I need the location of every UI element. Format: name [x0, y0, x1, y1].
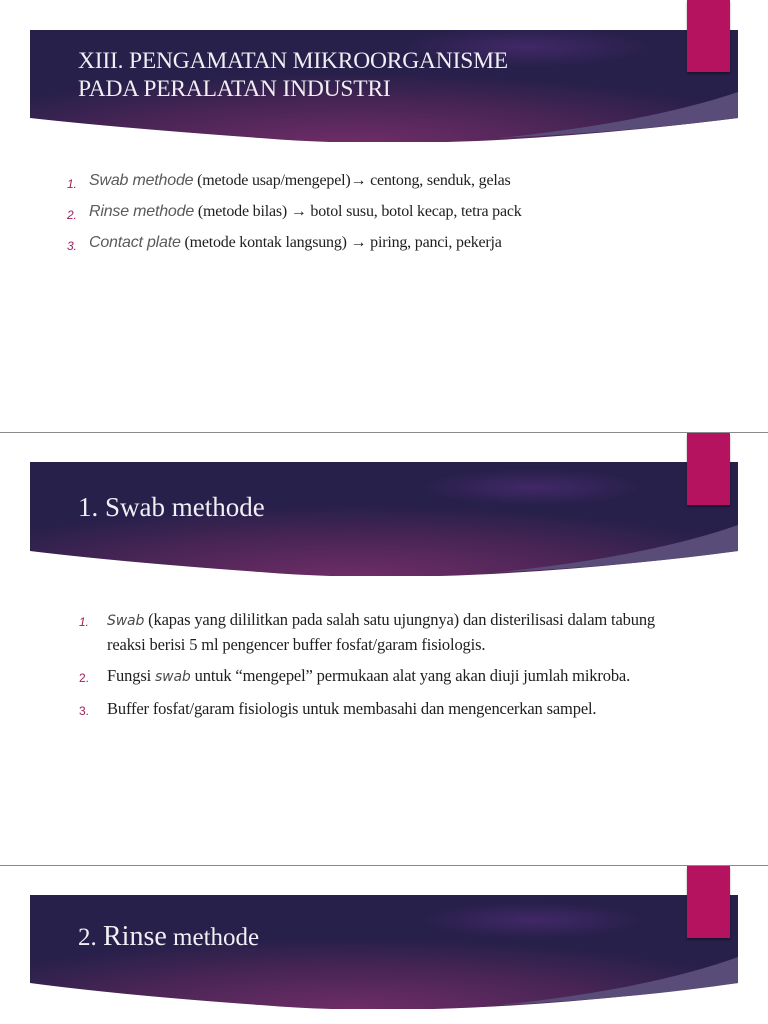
slide-2: [0, 433, 768, 865]
list-item: [79, 697, 687, 720]
item-text: (kapas yang dililitkan pada salah satu ujungnya) dan disterilisasi dalam tabung reaksi berisi 5 ml pengencer buffer fosfat/garam fisiologis.: [107, 610, 656, 654]
item-term: Contact plate: [89, 234, 181, 251]
item-prefix: Fungsi: [107, 666, 156, 685]
item-text: (metode kontak langsung) → piring, panci, pekerja: [180, 234, 502, 251]
item-text: untuk “mengepel” permukaan alat yang akan diuji jumlah mikroba.: [190, 666, 631, 685]
item-number: 3.: [67, 239, 77, 253]
item-term: Swab: [107, 613, 145, 629]
list-item: [79, 664, 687, 689]
item-number: 1.: [79, 615, 89, 629]
title-number: 2.: [78, 924, 103, 951]
title-line-1: XIII. PENGAMATAN MIKROORGANISME: [78, 48, 508, 74]
list-item: [67, 202, 522, 233]
title-line-2: PADA PERALATAN INDUSTRI: [78, 76, 391, 103]
item-number: 2.: [67, 208, 77, 222]
page-title: [78, 47, 508, 103]
swab-list: [79, 608, 687, 728]
item-text: (metode usap/mengepel)→ centong, senduk, gelas: [193, 172, 511, 189]
method-list: [67, 171, 522, 264]
section-title: [78, 920, 259, 954]
item-number: 3.: [79, 704, 89, 718]
item-text: (metode bilas) → botol susu, botol kecap, tetra pack: [194, 203, 522, 220]
list-item: [67, 171, 522, 202]
slide-1: [0, 0, 768, 432]
item-term: Rinse methode: [89, 203, 195, 220]
slide-3: [0, 866, 768, 1024]
accent-bar: [687, 433, 730, 505]
item-number: 1.: [67, 177, 77, 191]
section-title: 1. Swab methode: [78, 492, 265, 522]
item-term: swab: [155, 669, 191, 685]
title-emphasis: Rinse: [103, 921, 167, 952]
list-item: [79, 608, 687, 656]
item-text: Buffer fosfat/garam fisiologis untuk membasahi dan mengencerkan sampel.: [107, 699, 597, 718]
accent-bar: [687, 866, 730, 938]
item-number: 2.: [79, 671, 89, 685]
title-rest: methode: [166, 924, 260, 951]
item-term: Swab methode: [89, 172, 194, 189]
list-item: [67, 233, 522, 264]
accent-bar: [687, 0, 730, 72]
